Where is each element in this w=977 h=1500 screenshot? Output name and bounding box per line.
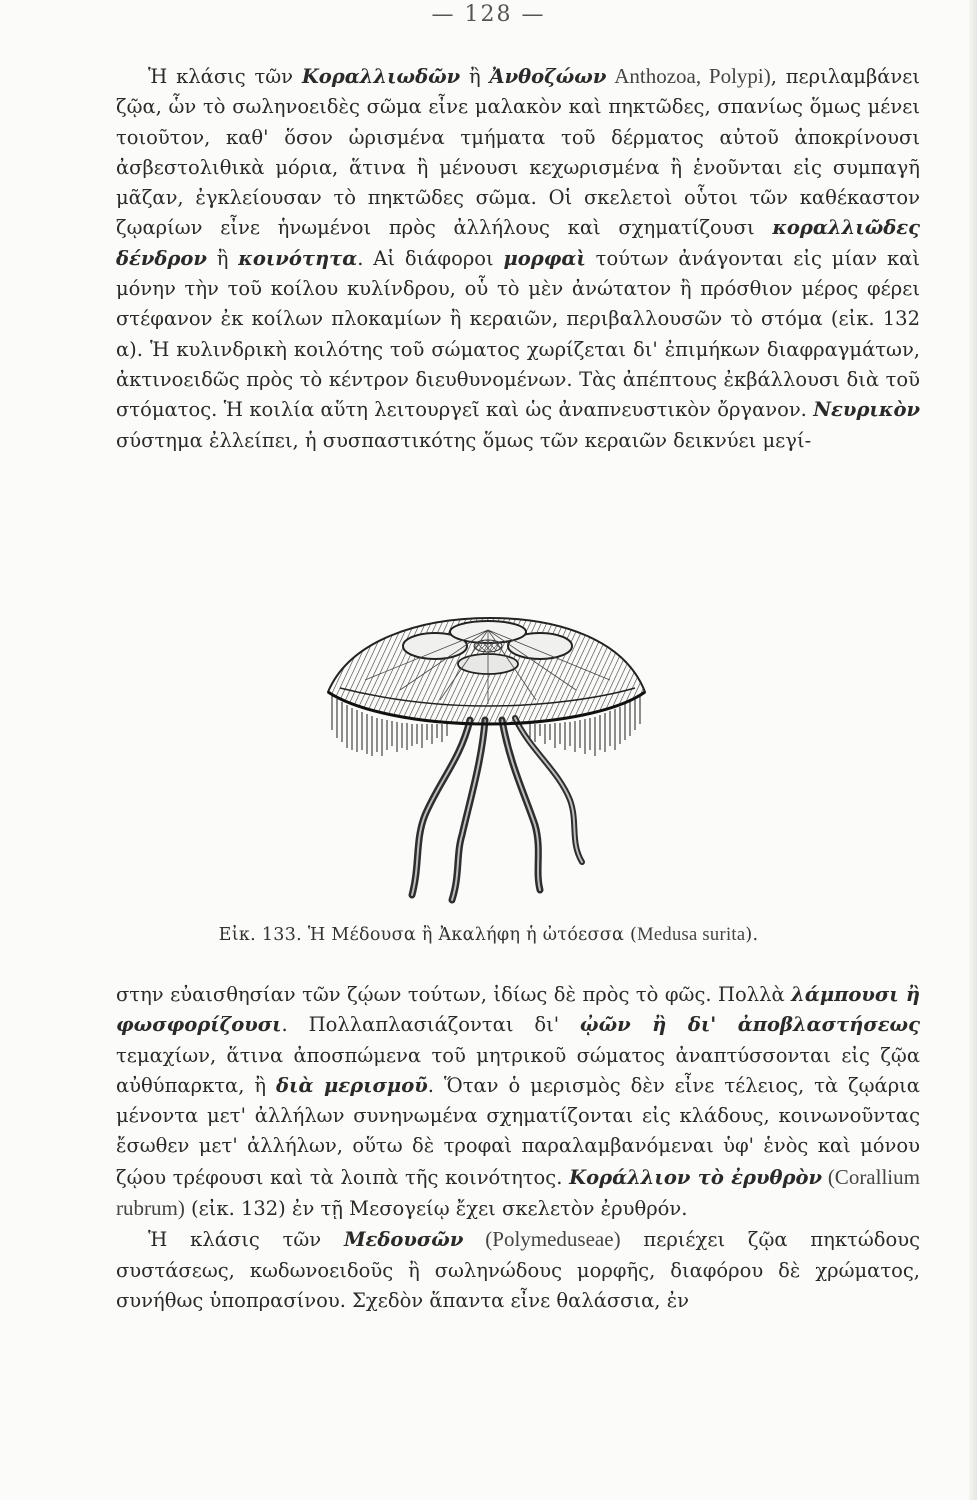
text-run: σύστημα ἐλλείπει, ἡ συσπαστικότης ὅμως τῶν κεραιῶν δεικνύει μεγί- <box>116 428 812 452</box>
text-run: . Πολλαπλασιάζονται δι' <box>281 1013 581 1037</box>
latin-anthozoa: Anthozoa, Polypi) <box>606 64 771 88</box>
term-forms: μορφαὶ <box>503 246 586 270</box>
term-coral-tree: κοραλλιῶδες δένδρον <box>116 216 920 270</box>
caption-text: ). <box>745 925 759 945</box>
page-number: — 128 — <box>431 2 546 27</box>
caption-text: Εἰκ. 133. Ἡ Μέδουσα ἢ Ἀκαλήφη ἡ ὠτόεσσα ( <box>218 925 638 945</box>
latin-polymeduseae: (Polymeduseae) <box>463 1227 621 1252</box>
paragraph-reproduction <box>116 980 920 1224</box>
term-medusae: Μεδουσῶν <box>343 1228 464 1252</box>
term-community: κοινότητα <box>238 246 358 270</box>
figure-caption <box>0 925 977 946</box>
term-luminous: λάμπουσι ἢ φωσφορίζουσι <box>116 983 920 1037</box>
term-division: διὰ μερισμοῦ <box>276 1073 428 1097</box>
caption-latin: Medusa surita <box>637 925 746 945</box>
text-run: Ἡ κλάσις τῶν <box>148 1228 344 1252</box>
medusa-illustration <box>320 600 650 910</box>
text-run: . Αἱ διάφοροι <box>357 246 504 270</box>
term-red-coral: Κοράλλιον τὸ ἐρυθρὸν <box>569 1165 823 1189</box>
text-run: , περιλαμβάνει ζῷα, ὧν τὸ σωληνοειδὲς σῶμα εἶνε μαλακὸν καὶ πηκτῶδες, σπανίως ὅμως μένει τοιοῦτον, καθ' ὅσον ὡρισμένα τμήματα τοῦ δέρματος αὐτοῦ ἀποκρίνουσι ἀσβεστολιθικὰ μόρια, ἅτινα ἢ μένουσι κεχωρισμένα ἢ ἑνοῦνται εἰς συμπαγῆ μᾶζαν, ἐγκλείουσαν τὸ πηκτῶδες σῶμα. Οἱ σκελετοὶ οὗτοι τῶν καθέκαστον ζῳαρίων εἶνε ἡνωμένοι πρὸς ἀλλήλους καὶ σχηματίζουσι <box>116 65 920 240</box>
text-run: . Ὅταν ὁ μερισμὸς δὲν εἶνε τέλειος, τὰ ζῳάρια μένοντα μετ' ἀλλήλων συνηνωμένα σχηματίζονται εἰς κλάδους, κοινωνοῦντας ἔσωθεν μετ' ἀλλήλων, οὕτω δὲ τροφαὶ παραλαμβανόμεναι ὑφ' ἑνὸς καὶ μόνου ζῴου τρέφουσι καὶ τὰ λοιπὰ τῆς κοινότητος. <box>116 1073 920 1189</box>
term-koralliodon: Κοραλλιωδῶν <box>301 65 461 88</box>
text-run: περιέχει ζῷα πηκτώδους συστάσεως, κωδωνοειδοῦς ἢ σωληνώδους μορφῆς, διαφόρου δὲ χρώματος, συνήθως ὑποπρασίνου. Σχεδὸν ἅπαντα εἶνε θαλάσσια, ἐν <box>116 1228 920 1312</box>
paragraph-medusae <box>116 1224 920 1316</box>
term-anthozoon: Ἀνθοζώων <box>489 65 607 88</box>
paragraph-anthozoa <box>116 61 920 456</box>
medusa-drawing <box>320 600 650 910</box>
text-run: τεμαχίων, ἅτινα ἀποσπώμενα τοῦ μητρικοῦ σώματος ἀναπτύσσονται εἰς ζῷα αὐθύπαρκτα, ἢ <box>116 1043 920 1097</box>
latin-corallium: (Corallium rubrum) <box>116 1164 920 1221</box>
paragraph-anthozoa-text <box>116 61 920 456</box>
text-run: (εἰκ. 132) ἐν τῇ Μεσογείῳ ἔχει σκελετὸν ἐρυθρόν. <box>184 1197 688 1221</box>
medusa-bell <box>328 618 645 724</box>
term-eggs-budding: ᾠῶν ἢ δι' ἀποβλαστήσεως <box>580 1013 920 1037</box>
oral-arms <box>412 718 582 900</box>
text-run: ἢ <box>206 246 239 270</box>
text-run: τούτων ἀνάγονται εἰς μίαν καὶ μόνην τὴν τοῦ κοίλου κυλίνδρου, οὗ τὸ μὲν ἀνώτατον ἢ πρόσθιον μέρος φέρει στέφανον ἐκ κοίλων πλοκαμίων ἢ κεραιῶν, περιβαλλουσῶν τὸ στόμα (εἰκ. 132 α). Ἡ κυλινδρικὴ κοιλότης τοῦ σώματος χωρίζεται δι' ἐπιμήκων διαφραγμάτων, ἀκτινοειδῶς πρὸς τὸ κέντρον διευθυνομένων. Τὰς ἀπέπτους ἐκβάλλουσι διὰ τοῦ στόματος. Ἡ κοιλία αὕτη λειτουργεῖ καὶ ὡς ἀναπνευστικὸν ὄργανον. <box>116 246 920 422</box>
paragraph-continuation <box>116 980 920 1316</box>
page-edge-shadow <box>969 0 977 1500</box>
text-run: ἢ <box>460 65 490 88</box>
text-run: στην εὐαισθησίαν τῶν ζῴων τούτων, ἰδίως δὲ πρὸς τὸ φῶς. Πολλὰ <box>116 983 792 1006</box>
text-run: Ἡ κλάσις τῶν <box>148 65 302 88</box>
term-nervous: Νευρικὸν <box>813 398 920 422</box>
